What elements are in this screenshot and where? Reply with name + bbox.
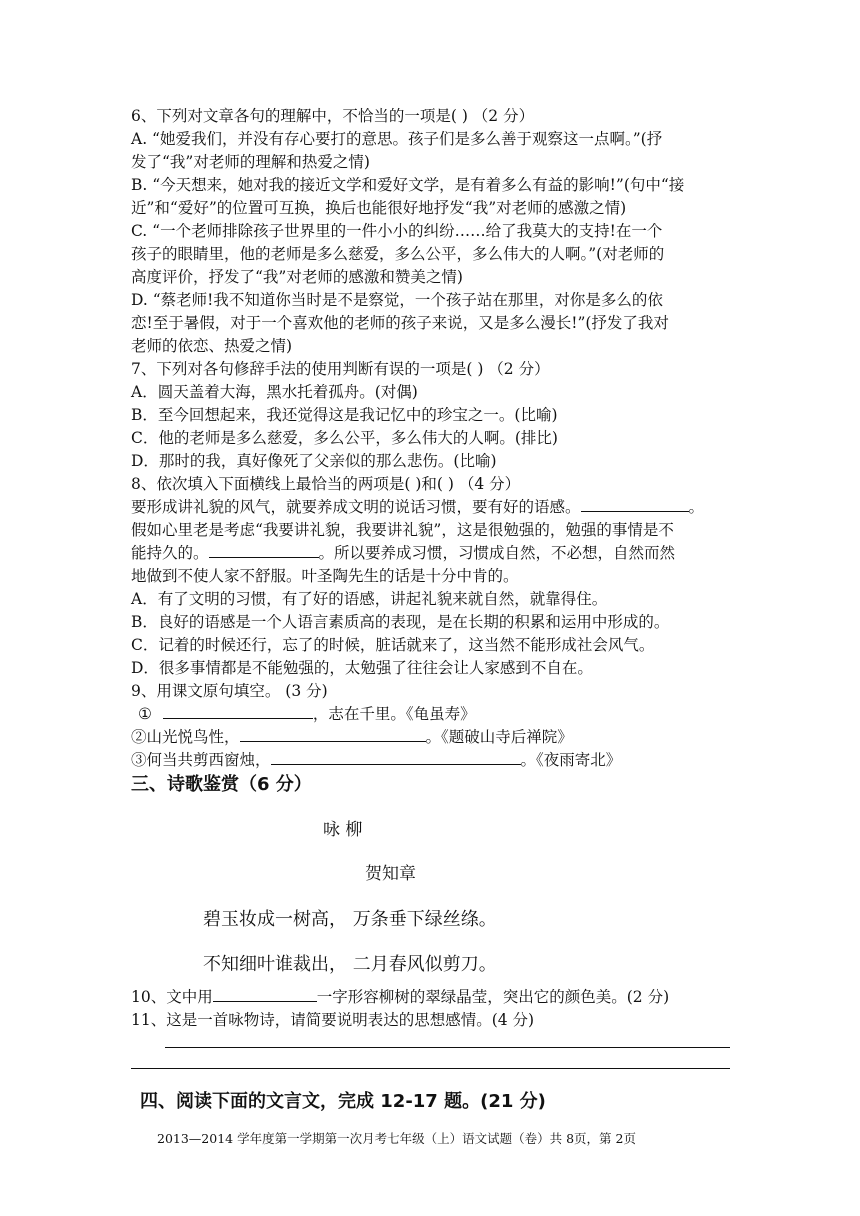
q7-option-d: D．那时的我，真好像死了父亲似的那么悲伤。(比喻) bbox=[131, 452, 497, 470]
q10-suffix: 一字形容柳树的翠绿晶莹，突出它的颜色美。(2 分) bbox=[316, 988, 670, 1006]
q6-option-c-line2: 孩子的眼睛里，他的老师是多么慈爱，多么公平，多么伟大的人啊。”(对老师的 bbox=[131, 245, 665, 263]
q10-prefix: 10、文中用 bbox=[131, 988, 213, 1006]
q9-item-1 bbox=[138, 703, 476, 725]
q10-line bbox=[131, 986, 669, 1008]
q7-option-a: A．圆天盖着大海，黑水托着孤舟。(对偶) bbox=[131, 383, 418, 401]
poem-title: 咏 柳 bbox=[323, 820, 363, 840]
section-4-heading: 四、阅读下面的文言文，完成 12-17 题。(21 分) bbox=[140, 1091, 546, 1112]
q8-blank-1[interactable] bbox=[581, 496, 689, 512]
q9-item-1-text: ，志在千里。《龟虽寿》 bbox=[312, 705, 476, 723]
q8-passage-text1: 要形成讲礼貌的风气，就要养成文明的说话习惯，要有好的语感。 bbox=[131, 498, 581, 516]
q8-stem: 8、依次填入下面横线上最恰当的两项是( )和( ) （4 分） bbox=[131, 475, 521, 493]
q8-option-b: B．良好的语感是一个人语言素质高的表现，是在长期的积累和运用中形成的。 bbox=[131, 613, 670, 631]
q8-passage-end1: 。 bbox=[688, 498, 705, 516]
poem-author: 贺知章 bbox=[365, 864, 416, 884]
q6-option-c-line1: C. “一个老师排除孩子世界里的一件小小的纠纷……给了我莫大的支持!在一个 bbox=[131, 222, 663, 240]
q9-blank-2[interactable] bbox=[240, 726, 426, 742]
q8-passage-line2: 假如心里老是考虑“我要讲礼貌，我要讲礼貌”，这是很勉强的，勉强的事情是不 bbox=[131, 521, 674, 539]
q6-option-c-line3: 高度评价，抒发了“我”对老师的感激和赞美之情) bbox=[131, 268, 463, 286]
q7-option-b: B．至今回想起来，我还觉得这是我记忆中的珍宝之一。(比喻) bbox=[131, 406, 558, 424]
q8-option-d: D．很多事情都是不能勉强的，太勉强了往往会让人家感到不自在。 bbox=[131, 659, 593, 677]
q8-passage-text3b: 。所以要养成习惯，习惯成自然，不必想，自然而然 bbox=[318, 544, 676, 562]
q6-option-d-line1: D. “蔡老师!我不知道你当时是不是察觉，一个孩子站在那里，对你是多么的依 bbox=[131, 291, 663, 309]
q8-blank-2[interactable] bbox=[209, 542, 319, 558]
q9-blank-3[interactable] bbox=[271, 749, 521, 765]
q6-option-a-line2: 发了“我”对老师的理解和热爱之情) bbox=[131, 153, 370, 171]
q9-blank-1[interactable] bbox=[163, 703, 313, 719]
q11-stem: 11、这是一首咏物诗，请简要说明表达的思想感情。(4 分) bbox=[131, 1011, 535, 1029]
q8-passage-line4: 地做到不使人家不舒服。叶圣陶先生的话是十分中肯的。 bbox=[131, 567, 519, 585]
q9-item-1-number: ① bbox=[138, 705, 152, 723]
section-3-heading: 三、诗歌鉴赏（6 分） bbox=[131, 774, 312, 795]
q6-option-d-line3: 老师的依恋、热爱之情) bbox=[131, 337, 293, 355]
q7-stem: 7、下列对各句修辞手法的使用判断有误的一项是( ) （2 分） bbox=[131, 360, 550, 378]
q7-option-c: C．他的老师是多么慈爱，多么公平，多么伟大的人啊。(排比) bbox=[131, 429, 558, 447]
page-footer: 2013—2014 学年度第一学期第一次月考七年级（上）语文试题（卷）共 8页，第 2页 bbox=[157, 1131, 636, 1146]
q6-option-d-line2: 恋!至于暑假，对于一个喜欢他的老师的孩子来说，又是多么漫长!”(抒发了我对 bbox=[131, 314, 669, 332]
poem-line-1: 碧玉妆成一树高， 万条垂下绿丝绦。 bbox=[203, 909, 497, 930]
section-divider bbox=[131, 1068, 730, 1069]
q9-item-3-prefix: ③何当共剪西窗烛， bbox=[131, 751, 271, 769]
q6-option-b-line1: B. “今天想来，她对我的接近文学和爱好文学，是有着多么有益的影响!”(句中“接 bbox=[131, 176, 685, 194]
q10-blank[interactable] bbox=[213, 986, 317, 1002]
q9-stem: 9、用课文原句填空。 (3 分) bbox=[131, 682, 328, 700]
q9-item-2-prefix: ②山光悦鸟性， bbox=[131, 728, 240, 746]
q9-item-2 bbox=[131, 726, 573, 748]
q8-passage-line3 bbox=[131, 542, 675, 564]
q9-item-3-suffix: 。《夜雨寄北》 bbox=[520, 751, 622, 769]
q8-passage-text3a: 能持久的。 bbox=[131, 544, 209, 562]
q8-option-c: C．记着的时候还行，忘了的时候，脏话就来了，这当然不能形成社会风气。 bbox=[131, 636, 655, 654]
q9-item-2-suffix: 。《题破山寺后禅院》 bbox=[425, 728, 573, 746]
q6-option-a-line1: A. “她爱我们，并没有存心要打的意思。孩子们是多么善于观察这一点啊。”(抒 bbox=[131, 130, 663, 148]
poem-line-2: 不知细叶谁裁出， 二月春风似剪刀。 bbox=[203, 954, 497, 975]
q11-answer-line[interactable] bbox=[165, 1047, 730, 1048]
q8-passage-line1 bbox=[131, 496, 704, 518]
q6-option-b-line2: 近”和“爱好”的位置可互换，换后也能很好地抒发“我”对老师的感激之情) bbox=[131, 199, 627, 217]
q9-item-3 bbox=[131, 749, 621, 771]
q6-stem: 6、下列对文章各句的理解中，不恰当的一项是( ) （2 分） bbox=[131, 107, 535, 125]
q8-option-a: A．有了文明的习惯，有了好的语感，讲起礼貌来就自然，就靠得住。 bbox=[131, 590, 608, 608]
